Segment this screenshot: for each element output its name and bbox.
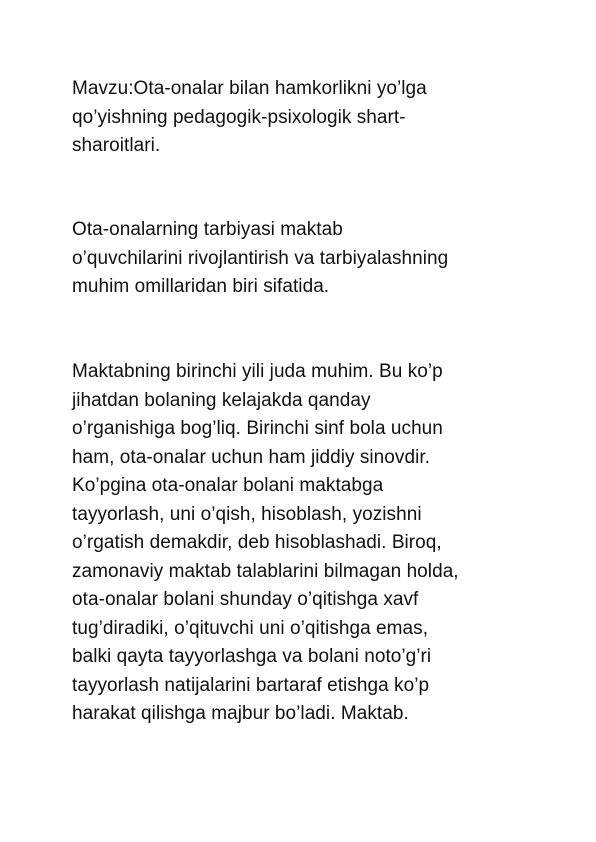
body-line: zamonaviy maktab talablarini bilmagan holda, [72,560,459,582]
body-line: ham, ota-onalar uchun ham jiddiy sinovdir. [72,446,431,468]
body-line: ota-onalar bolani shunday o’qitishga xavf [72,589,419,610]
body-line: Maktabning birinchi yili juda muhim. Bu ko’p [72,361,443,382]
body-line: tayyorlash natijalarini bartaraf etishga ko’p [72,674,430,696]
body-line: balki qayta tayyorlashga va bolani noto’g’ri [72,646,432,667]
topic-title-line: Mavzu:Ota-onalar bilan hamkorlikni yo’lga [72,78,427,99]
body-line: jihatdan bolaning kelajakda qanday [72,389,371,411]
body-line: harakat qilishga majbur bo’ladi. Maktab. [72,703,409,724]
body-line: o’rganishiga bog’liq. Birinchi sinf bola uchun [72,418,443,439]
topic-title-line: sharoitlari. [72,135,161,156]
body-line: tug’diradiki, o’qituvchi uni o’qitishga emas, [72,617,429,639]
body-paragraph [72,358,542,729]
intro-line: Ota-onalarning tarbiyasi maktab [72,219,343,240]
intro-paragraph [72,216,542,302]
body-line: o’rgatish demakdir, deb hisoblashadi. Biroq, [72,532,442,553]
body-line: Ko’pgina ota-onalar bolani maktabga [72,475,384,496]
topic-title [72,75,542,161]
body-line: tayyorlash, uni o’qish, hisoblash, yozishni [72,503,422,525]
topic-title-line: qo’yishning pedagogik-psixologik shart- [72,106,406,128]
intro-line: muhim omillaridan biri sifatida. [72,276,330,297]
intro-line: o’quvchilarini rivojlantirish va tarbiyalashning [72,247,449,269]
